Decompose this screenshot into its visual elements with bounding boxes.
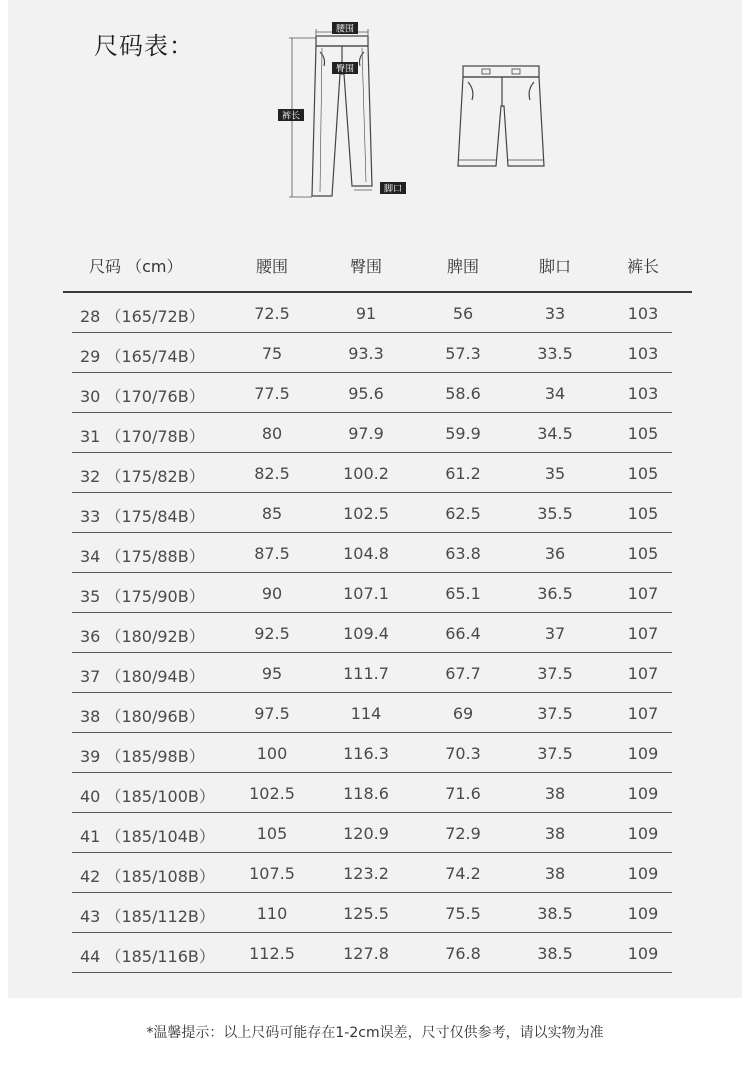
header-hip: 臀围 bbox=[349, 257, 383, 276]
hem-cell: 34 bbox=[544, 384, 566, 403]
length-cell: 105 bbox=[627, 464, 659, 483]
table-row bbox=[72, 333, 672, 373]
header-thigh: 脾围 bbox=[446, 257, 480, 276]
length-cell: 109 bbox=[627, 944, 659, 963]
waist-cell: 80 bbox=[261, 424, 283, 443]
hip-label bbox=[332, 62, 358, 75]
hip-cell: 116.3 bbox=[343, 744, 389, 763]
trousers-icon bbox=[312, 36, 372, 196]
length-cell: 107 bbox=[627, 664, 659, 683]
thigh-cell: 63.8 bbox=[445, 544, 481, 563]
header-length: 裤长 bbox=[626, 257, 660, 276]
table-row bbox=[72, 933, 672, 973]
hip-cell: 123.2 bbox=[343, 864, 389, 883]
length-cell: 103 bbox=[627, 304, 659, 323]
hem-cell: 38 bbox=[544, 784, 566, 803]
waist-cell: 82.5 bbox=[254, 464, 290, 483]
length-cell: 103 bbox=[627, 384, 659, 403]
shorts-icon bbox=[458, 66, 544, 166]
hip-cell: 95.6 bbox=[348, 384, 384, 403]
length-label bbox=[278, 109, 304, 122]
size-table bbox=[72, 293, 672, 973]
hem-cell: 38 bbox=[544, 824, 566, 843]
hip-cell: 125.5 bbox=[343, 904, 389, 923]
length-cell: 109 bbox=[627, 784, 659, 803]
hem-cell: 33 bbox=[544, 304, 566, 323]
waist-label bbox=[332, 22, 358, 35]
hem-cell: 38.5 bbox=[537, 904, 573, 923]
thigh-cell: 58.6 bbox=[445, 384, 481, 403]
header-hem: 脚口 bbox=[538, 257, 572, 276]
hem-cell: 37.5 bbox=[537, 704, 573, 723]
hip-cell: 120.9 bbox=[343, 824, 389, 843]
table-row bbox=[72, 733, 672, 773]
hem-cell: 38.5 bbox=[537, 944, 573, 963]
length-cell: 109 bbox=[627, 744, 659, 763]
thigh-cell: 62.5 bbox=[445, 504, 481, 523]
hem-cell: 37.5 bbox=[537, 664, 573, 683]
size-cell: 35 （175/90B） bbox=[80, 587, 205, 606]
hip-cell: 104.8 bbox=[343, 544, 389, 563]
size-cell: 38 （180/96B） bbox=[80, 707, 205, 726]
thigh-cell: 56 bbox=[452, 304, 474, 323]
table-row bbox=[72, 413, 672, 453]
waist-cell: 95 bbox=[261, 664, 283, 683]
size-cell: 34 （175/88B） bbox=[80, 547, 205, 566]
table-row bbox=[72, 453, 672, 493]
thigh-cell: 57.3 bbox=[445, 344, 481, 363]
svg-text:腰围: 腰围 bbox=[335, 24, 355, 35]
garment-diagram bbox=[270, 14, 550, 204]
table-row bbox=[72, 693, 672, 733]
waist-cell: 100 bbox=[256, 744, 288, 763]
header-waist: 腰围 bbox=[255, 257, 289, 276]
hem-cell: 37.5 bbox=[537, 744, 573, 763]
table-row bbox=[72, 573, 672, 613]
size-cell: 40 （185/100B） bbox=[80, 787, 215, 806]
hem-cell: 36.5 bbox=[537, 584, 573, 603]
table-row bbox=[72, 653, 672, 693]
size-cell: 28 （165/72B） bbox=[80, 307, 205, 326]
table-row bbox=[72, 293, 672, 333]
thigh-cell: 74.2 bbox=[445, 864, 481, 883]
hip-cell: 100.2 bbox=[343, 464, 389, 483]
length-cell: 107 bbox=[627, 624, 659, 643]
table-header bbox=[63, 250, 691, 280]
table-row bbox=[72, 373, 672, 413]
waist-cell: 110 bbox=[256, 904, 288, 923]
waist-cell: 90 bbox=[261, 584, 283, 603]
table-row bbox=[72, 533, 672, 573]
size-cell: 37 （180/94B） bbox=[80, 667, 205, 686]
hem-cell: 35 bbox=[544, 464, 566, 483]
svg-text:脚口: 脚口 bbox=[383, 184, 403, 195]
waist-cell: 105 bbox=[256, 824, 288, 843]
hip-cell: 111.7 bbox=[343, 664, 389, 683]
hem-cell: 37 bbox=[544, 624, 566, 643]
hem-cell: 35.5 bbox=[537, 504, 573, 523]
hem-cell: 38 bbox=[544, 864, 566, 883]
table-row bbox=[72, 893, 672, 933]
thigh-cell: 75.5 bbox=[445, 904, 481, 923]
waist-cell: 85 bbox=[261, 504, 283, 523]
table-row bbox=[72, 493, 672, 533]
thigh-cell: 61.2 bbox=[445, 464, 481, 483]
waist-cell: 102.5 bbox=[249, 784, 295, 803]
hem-cell: 34.5 bbox=[537, 424, 573, 443]
hip-cell: 107.1 bbox=[343, 584, 389, 603]
length-cell: 103 bbox=[627, 344, 659, 363]
table-row bbox=[72, 613, 672, 653]
waist-cell: 77.5 bbox=[254, 384, 290, 403]
size-cell: 36 （180/92B） bbox=[80, 627, 205, 646]
thigh-cell: 67.7 bbox=[445, 664, 481, 683]
table-row bbox=[72, 773, 672, 813]
table-row bbox=[72, 813, 672, 853]
length-cell: 105 bbox=[627, 504, 659, 523]
thigh-cell: 66.4 bbox=[445, 624, 481, 643]
thigh-cell: 59.9 bbox=[445, 424, 481, 443]
disclaimer-note: *温馨提示：以上尺码可能存在1-2cm误差，尺寸仅供参考，请以实物为准 bbox=[146, 1025, 604, 1041]
hip-cell: 114 bbox=[350, 704, 382, 723]
size-cell: 30 （170/76B） bbox=[80, 387, 205, 406]
length-cell: 105 bbox=[627, 544, 659, 563]
thigh-cell: 69 bbox=[452, 704, 474, 723]
size-cell: 32 （175/82B） bbox=[80, 467, 205, 486]
hip-cell: 102.5 bbox=[343, 504, 389, 523]
svg-text:臀围: 臀围 bbox=[335, 64, 355, 75]
waist-cell: 97.5 bbox=[254, 704, 290, 723]
length-cell: 109 bbox=[627, 864, 659, 883]
hip-cell: 109.4 bbox=[343, 624, 389, 643]
length-cell: 109 bbox=[627, 904, 659, 923]
size-cell: 41 （185/104B） bbox=[80, 827, 215, 846]
size-cell: 44 （185/116B） bbox=[80, 947, 215, 966]
svg-text:裤长: 裤长 bbox=[281, 111, 301, 122]
size-cell: 39 （185/98B） bbox=[80, 747, 205, 766]
size-cell: 33 （175/84B） bbox=[80, 507, 205, 526]
page-title: 尺码表： bbox=[94, 32, 194, 60]
table-row bbox=[72, 853, 672, 893]
hip-cell: 97.9 bbox=[348, 424, 384, 443]
length-cell: 107 bbox=[627, 584, 659, 603]
length-cell: 105 bbox=[627, 424, 659, 443]
hip-cell: 91 bbox=[355, 304, 377, 323]
hem-cell: 33.5 bbox=[537, 344, 573, 363]
hem-cell: 36 bbox=[544, 544, 566, 563]
size-cell: 42 （185/108B） bbox=[80, 867, 215, 886]
size-cell: 43 （185/112B） bbox=[80, 907, 215, 926]
thigh-cell: 71.6 bbox=[445, 784, 481, 803]
header-size: 尺码 （cm） bbox=[89, 257, 183, 276]
waist-cell: 87.5 bbox=[254, 544, 290, 563]
waist-cell: 72.5 bbox=[254, 304, 290, 323]
thigh-cell: 70.3 bbox=[445, 744, 481, 763]
waist-cell: 92.5 bbox=[254, 624, 290, 643]
hem-label bbox=[380, 182, 406, 195]
thigh-cell: 65.1 bbox=[445, 584, 481, 603]
size-cell: 31 （170/78B） bbox=[80, 427, 205, 446]
thigh-cell: 72.9 bbox=[445, 824, 481, 843]
thigh-cell: 76.8 bbox=[445, 944, 481, 963]
hip-cell: 118.6 bbox=[343, 784, 389, 803]
hip-cell: 93.3 bbox=[348, 344, 384, 363]
length-cell: 109 bbox=[627, 824, 659, 843]
hip-cell: 127.8 bbox=[343, 944, 389, 963]
size-cell: 29 （165/74B） bbox=[80, 347, 205, 366]
waist-cell: 107.5 bbox=[249, 864, 295, 883]
waist-cell: 75 bbox=[261, 344, 283, 363]
length-cell: 107 bbox=[627, 704, 659, 723]
waist-cell: 112.5 bbox=[249, 944, 295, 963]
